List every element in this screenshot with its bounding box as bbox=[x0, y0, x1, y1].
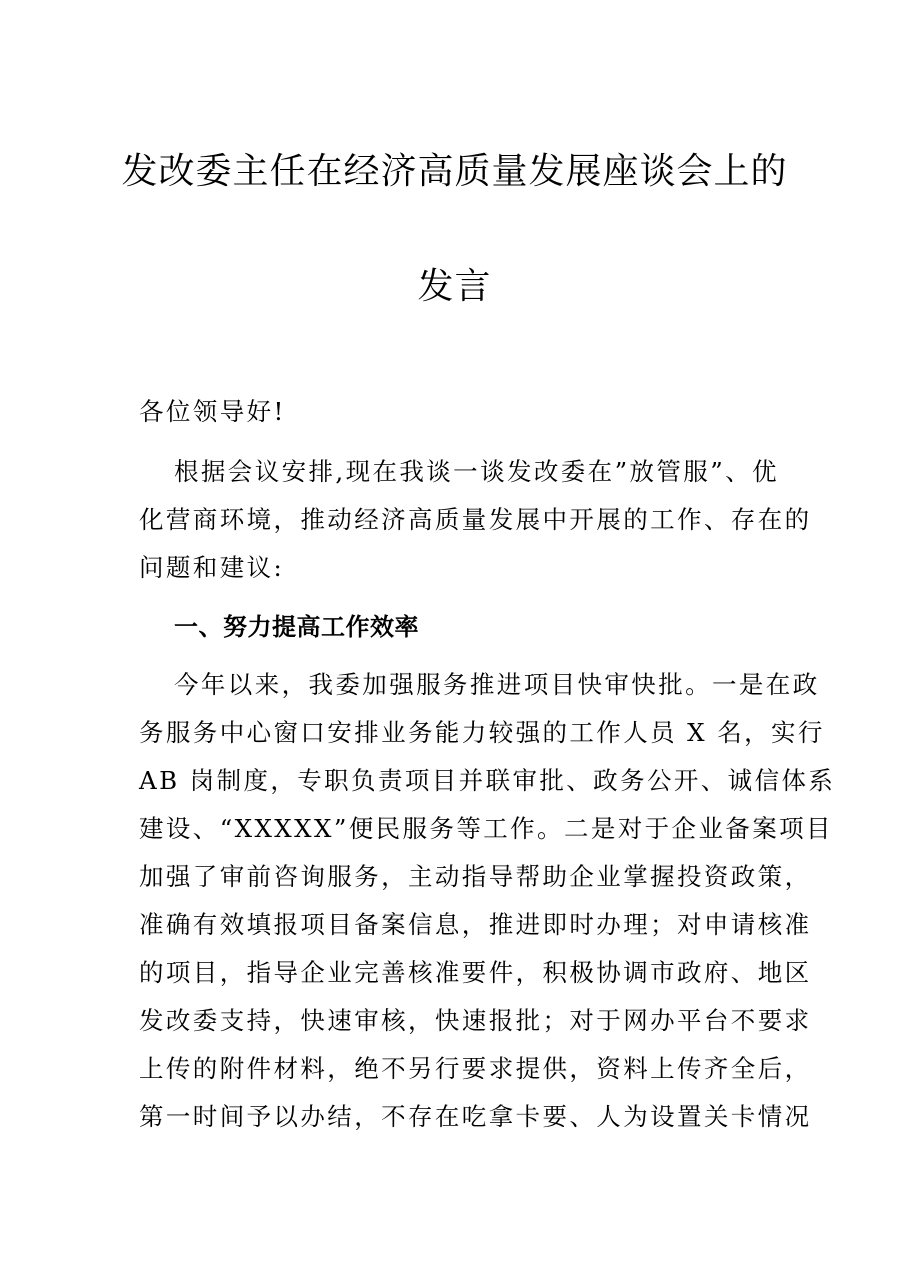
document-title-line-1: 发改委主任在经济高质量发展座谈会上的 bbox=[121, 151, 788, 192]
intro-line-2: 化营商环境，推动经济高质量发展中开展的工作、存在的 bbox=[139, 505, 812, 534]
section-1-line-1: 今年以来，我委加强服务推进项目快审快批。一是在政 bbox=[174, 670, 820, 699]
section-1-line-4: 建设、“XXXXX”便民服务等工作。二是对于企业备案项目 bbox=[139, 814, 833, 843]
intro-line-1: 根据会议安排,现在我谈一谈发改委在”放管服”、优 bbox=[174, 457, 779, 486]
intro-line-3: 问题和建议: bbox=[139, 553, 285, 582]
section-1-line-5: 加强了审前咨询服务，主动指导帮助企业掌握投资政策， bbox=[139, 862, 812, 891]
section-1-heading: 一、努力提高工作效率 bbox=[174, 613, 419, 641]
section-1-line-10: 第一时间予以办结，不存在吃拿卡要、人为设置关卡情况 bbox=[139, 1102, 812, 1131]
section-1-line-6: 准确有效填报项目备案信息，推进即时办理；对申请核准 bbox=[139, 910, 812, 939]
section-1-line-3: AB 岗制度，专职负责项目并联审批、政务公开、诚信体系 bbox=[139, 766, 836, 795]
greeting: 各位领导好! bbox=[139, 397, 286, 426]
document-title-line-2: 发言 bbox=[417, 266, 492, 307]
section-1-line-9: 上传的附件材料，绝不另行要求提供，资料上传齐全后， bbox=[139, 1054, 812, 1083]
section-1-line-7: 的项目，指导企业完善核准要件，积极协调市政府、地区 bbox=[139, 958, 812, 987]
section-1-line-8: 发改委支持，快速审核，快速报批；对于网办平台不要求 bbox=[139, 1006, 812, 1035]
section-1-line-2: 务服务中心窗口安排业务能力较强的工作人员 X 名，实行 bbox=[139, 718, 825, 747]
